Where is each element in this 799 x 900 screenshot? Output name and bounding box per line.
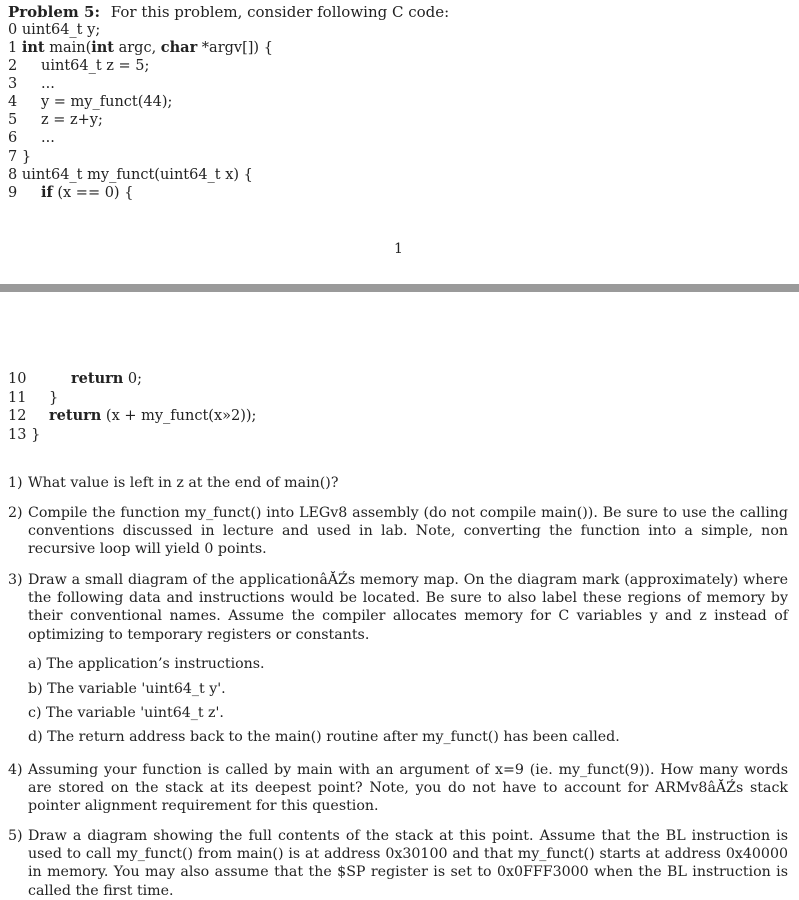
line-number: 9: [8, 185, 18, 201]
code-text: (x + my_funct(x»2));: [101, 408, 257, 424]
code-text: (x == 0) {: [52, 185, 134, 201]
line-number: 2: [8, 58, 18, 74]
code-keyword: int: [91, 39, 114, 56]
code-text: ...: [41, 76, 55, 92]
subitem-a: [28, 656, 265, 672]
subitem-d: [28, 729, 620, 745]
subitem-text: The return address back to the main() routine after my_funct() has been called.: [47, 729, 620, 745]
line-number: 1: [8, 40, 18, 56]
line-number: 3: [8, 76, 18, 92]
question-5: [8, 827, 788, 900]
question-number: 4): [8, 762, 23, 778]
question-number: 3): [8, 572, 23, 588]
code-keyword: if: [41, 184, 53, 201]
code-line-5: [8, 111, 103, 129]
subitem-text: The variable 'uint64_t z'.: [46, 705, 224, 721]
code-line-6: [8, 129, 55, 147]
line-number: 0: [8, 22, 18, 38]
question-text: Compile the function my_funct() into LEGv8 assembly (do not compile main()). Be sure to use the calling conventions discussed in lecture and used in lab. Note, converting the function into a simple, non recursive loop will yield 0 points.: [28, 505, 788, 558]
code-line-11: [8, 389, 59, 407]
code-text: ...: [41, 130, 55, 146]
subitem-label: d): [28, 729, 43, 745]
code-text: z = z+y;: [41, 112, 103, 128]
question-text: What value is left in z at the end of main()?: [28, 475, 339, 491]
code-line-9: [8, 184, 134, 202]
code-text: main(: [44, 40, 92, 56]
question-number: 2): [8, 505, 23, 521]
problem-header: [8, 3, 449, 21]
subitem-label: b): [28, 681, 43, 697]
code-text: }: [21, 149, 32, 165]
question-3: [8, 571, 788, 644]
question-text: Assuming your function is called by main with an argument of x=9 (ie. my_funct(9)). How many words are stored on the stack at its deepest point? Note, you do not have to account for ARMv8âĂŹs stack pointer alignment requirement for this question.: [28, 762, 788, 815]
page-separator: [0, 284, 799, 292]
code-line-0: [8, 21, 100, 39]
question-number: 1): [8, 475, 23, 491]
code-line-7: [8, 148, 31, 166]
code-keyword: return: [71, 370, 124, 387]
question-number: 5): [8, 828, 23, 844]
code-line-12: [8, 407, 257, 425]
question-text: Draw a small diagram of the applicationâĂŹs memory map. On the diagram mark (approximately) where the following data and instructions would be located. Be sure to also label these regions of memory by their conventional names. Assume the compiler allocates memory for C variables y and z instead of optimizing to temporary registers or constants.: [28, 572, 788, 643]
line-number: 5: [8, 112, 18, 128]
question-2: [8, 504, 788, 559]
subitem-label: a): [28, 656, 42, 672]
question-4: [8, 761, 788, 816]
line-number: 6: [8, 130, 18, 146]
code-text: uint64_t z = 5;: [41, 58, 150, 74]
code-line-2: [8, 57, 150, 75]
problem-intro: For this problem, consider following C code:: [110, 3, 450, 21]
code-keyword: char: [160, 39, 198, 56]
question-text: Draw a diagram showing the full contents of the stack at this point. Assume that the BL instruction is used to call my_funct() from main() is at address 0x30100 and that my_funct() starts at address 0x40000 in memory. You may also assume that the $SP register is set to 0x0FFF3000 when the BL instruction is called the first time.: [28, 828, 788, 899]
subitem-text: The application’s instructions.: [46, 656, 265, 672]
line-number: 4: [8, 94, 18, 110]
line-number: 11: [8, 390, 27, 406]
line-number: 12: [8, 408, 27, 424]
code-line-13: [8, 426, 40, 444]
line-number: 8: [8, 167, 18, 183]
code-line-4: [8, 93, 173, 111]
subitem-c: [28, 705, 224, 721]
page-number: 1: [394, 241, 403, 257]
code-text: y = my_funct(44);: [41, 94, 173, 110]
subitem-b: [28, 681, 226, 697]
problem-label: Problem 5:: [8, 3, 100, 21]
code-text: }: [49, 390, 59, 406]
subitem-label: c): [28, 705, 42, 721]
code-text: uint64_t y;: [21, 22, 101, 38]
subitem-text: The variable 'uint64_t y'.: [47, 681, 226, 697]
code-text: }: [31, 427, 41, 443]
code-keyword: int: [21, 39, 45, 56]
code-line-8: [8, 166, 253, 184]
code-keyword: return: [49, 407, 102, 424]
code-line-1: [8, 39, 273, 57]
code-text: argc,: [113, 40, 161, 56]
question-1: [8, 474, 788, 492]
code-line-3: [8, 75, 55, 93]
code-line-10: [8, 370, 143, 388]
code-text: uint64_t my_funct(uint64_t x) {: [21, 167, 253, 183]
line-number: 13: [8, 427, 27, 443]
line-number: 10: [8, 371, 27, 387]
code-text: 0;: [123, 371, 143, 387]
code-text: *argv[]) {: [197, 40, 273, 56]
line-number: 7: [8, 149, 18, 165]
